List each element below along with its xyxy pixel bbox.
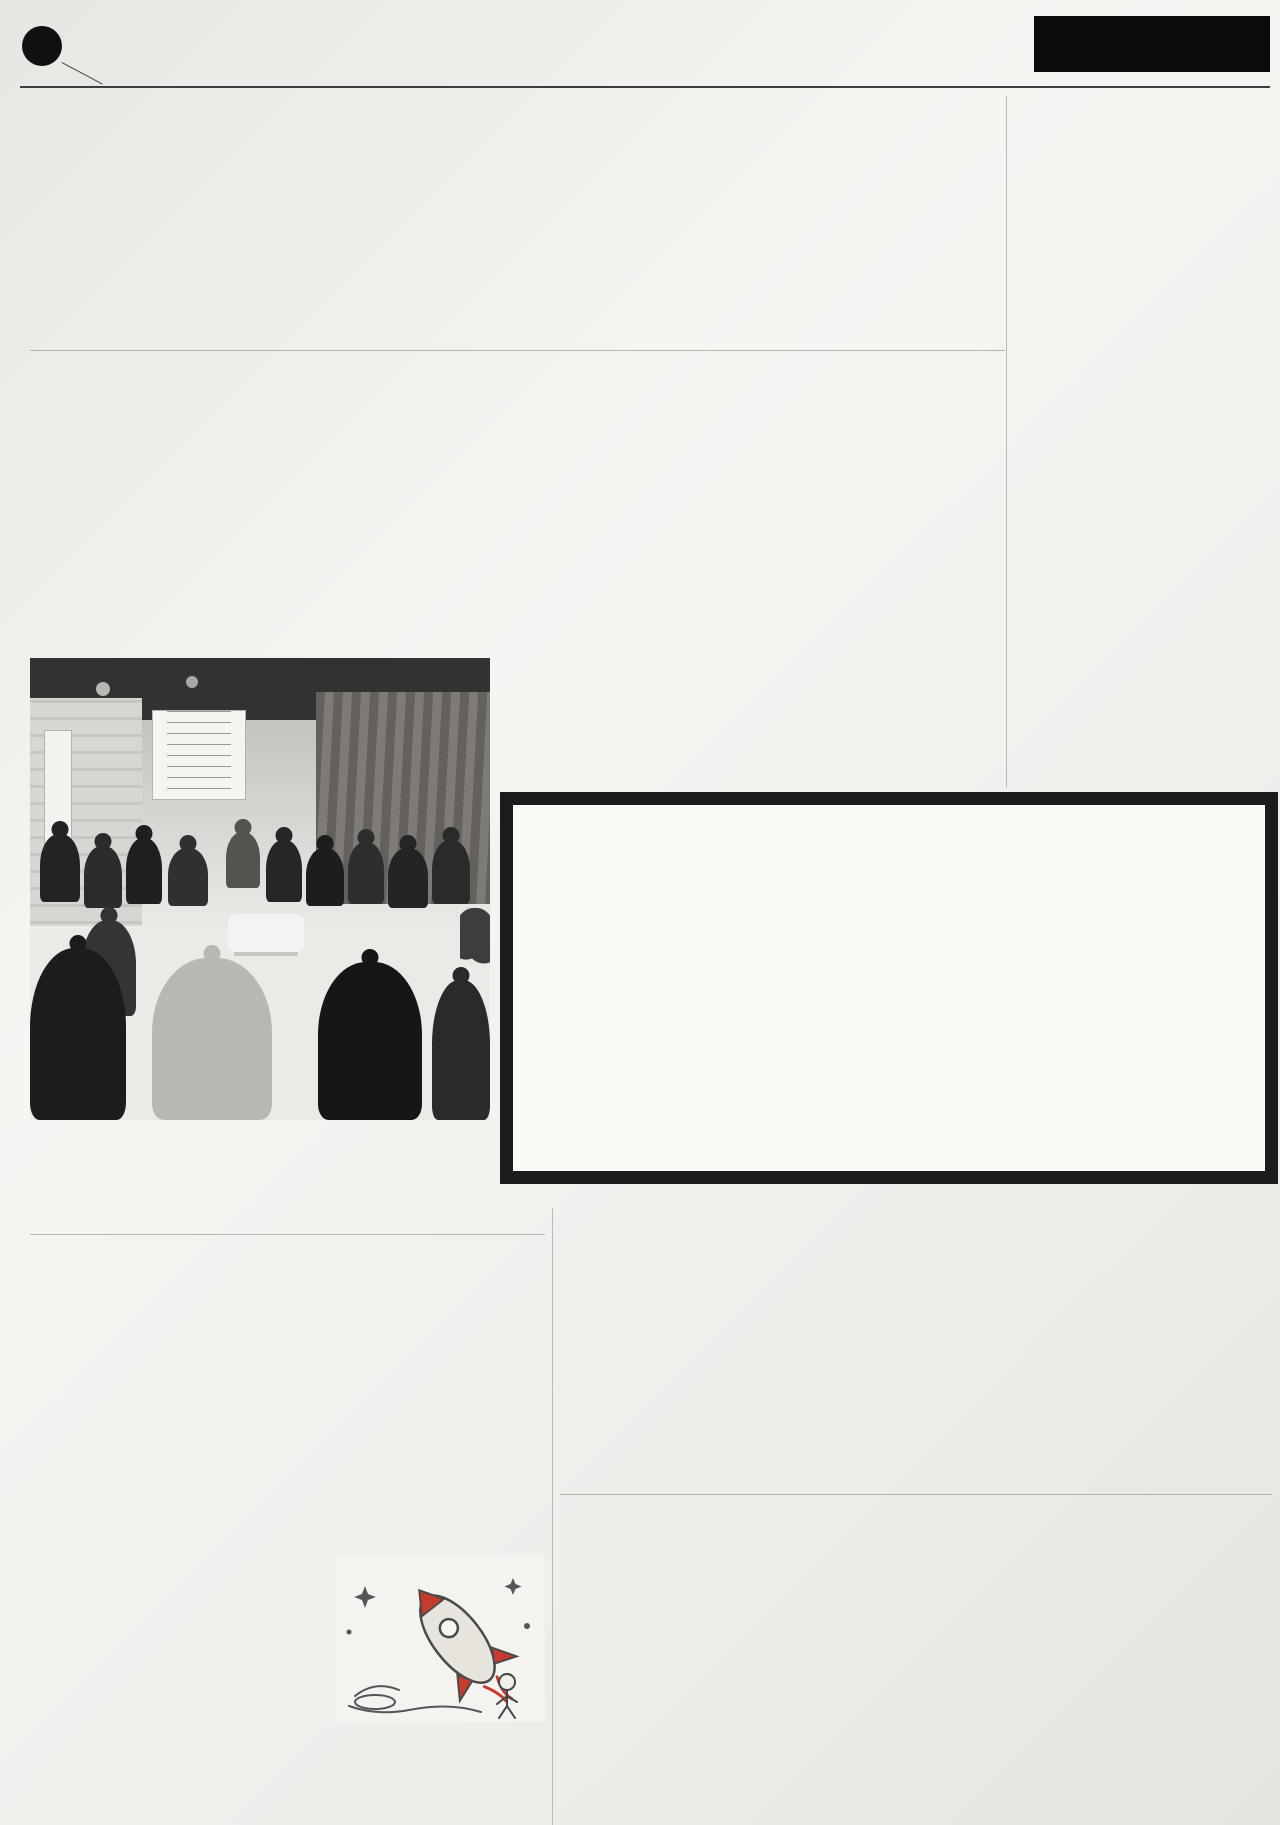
photo-light (96, 682, 110, 696)
photo-figure (84, 846, 122, 908)
highlighted-article-dongyang (500, 792, 1278, 1184)
deqing-body (560, 1221, 1272, 1393)
photo-calligraphy-banner (152, 710, 246, 800)
article-yinzhou (30, 96, 1005, 231)
meeting-photo (30, 658, 490, 1120)
photo-light (186, 676, 198, 688)
article-suichang-body (30, 370, 1005, 562)
photo-figure (266, 840, 302, 902)
photo-figure (152, 958, 272, 1120)
divider-art1-art2 (30, 350, 1005, 351)
photo-caption-block (30, 1128, 508, 1134)
rocket-cartoon-svg (335, 1556, 545, 1722)
photo-figure (168, 848, 208, 906)
divider-vertical-bottom (552, 1208, 553, 1825)
photo-figure (348, 842, 384, 904)
photo-figure (226, 832, 260, 888)
article-deqing (560, 1208, 1272, 1393)
photo-figure (306, 848, 344, 906)
photo-figure (388, 848, 428, 908)
photo-coffee-table (228, 914, 304, 952)
paper-logo (1034, 16, 1270, 72)
page-number-badge (22, 26, 62, 66)
photo-plant (460, 908, 490, 968)
article-qiantang (30, 1246, 545, 1722)
photo-figure (40, 834, 80, 902)
divider-caption-qiantang (30, 1234, 545, 1235)
photo-figure (432, 980, 490, 1120)
article-jiangbei (560, 1504, 1272, 1729)
divider-vertical-right (1006, 96, 1007, 788)
divider-deqing-jiangbei (560, 1494, 1272, 1495)
article-yuyao-body (1016, 96, 1164, 696)
photo-figure (318, 962, 422, 1120)
article-yuyao (1016, 96, 1270, 788)
photo-figure (126, 838, 162, 904)
article-suichang-cont-body (492, 662, 972, 788)
article-suichang (30, 358, 1005, 562)
jiangbei-body (560, 1517, 1272, 1729)
dongyang-body (533, 829, 1245, 1061)
article-yinzhou-body (30, 79, 1005, 231)
article-suichang-continuation (492, 662, 972, 788)
photo-figure (432, 840, 470, 904)
cartoon-illustration (335, 1556, 545, 1722)
photo-figure (30, 948, 126, 1120)
